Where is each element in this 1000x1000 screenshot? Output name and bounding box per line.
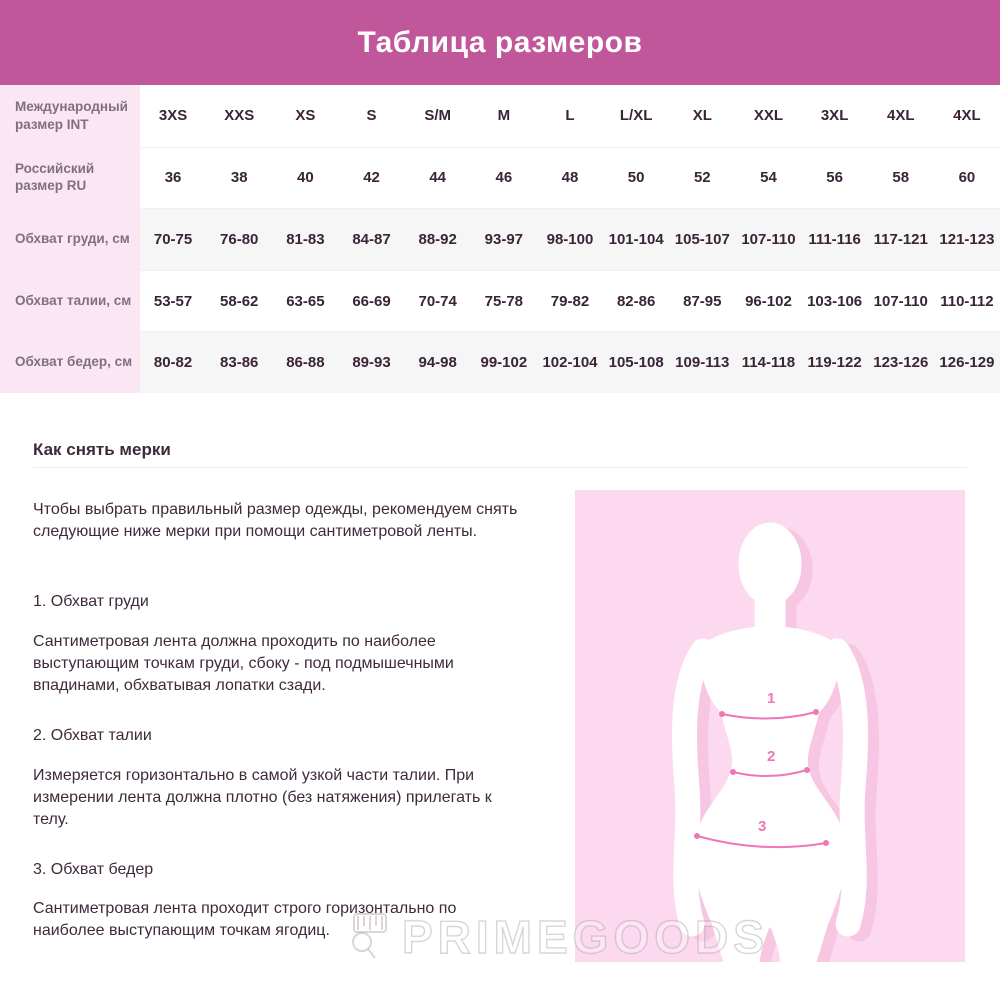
size-cell: 94-98	[405, 331, 471, 393]
size-cell: 93-97	[471, 208, 537, 270]
size-cell: 70-75	[140, 208, 206, 270]
size-cell: 114-118	[735, 331, 801, 393]
size-cell: 63-65	[272, 270, 338, 332]
size-cell: 117-121	[868, 208, 934, 270]
measure-intro: Чтобы выбрать правильный размер одежды, рекомендуем снять следующие ниже мерки при помощи сантиметровой ленты.	[33, 501, 518, 540]
size-cell: 102-104	[537, 331, 603, 393]
size-cell: 98-100	[537, 208, 603, 270]
size-cell: 58	[868, 147, 934, 209]
size-cell: 70-74	[405, 270, 471, 332]
size-cell: 105-107	[669, 208, 735, 270]
size-table	[0, 85, 1000, 393]
size-cell: 88-92	[405, 208, 471, 270]
size-cell: 48	[537, 147, 603, 209]
row-label: Обхват талии, см	[0, 270, 140, 332]
size-cell: 60	[934, 147, 1000, 209]
chest-line-label: 1	[767, 690, 776, 707]
size-cell: XXL	[735, 85, 801, 147]
female-silhouette-graphic	[575, 490, 965, 962]
size-cell: 126-129	[934, 331, 1000, 393]
size-cell: 103-106	[802, 270, 868, 332]
size-cell: 50	[603, 147, 669, 209]
size-cell: 52	[669, 147, 735, 209]
measure-item-title-chest: 1. Обхват груди	[33, 593, 149, 610]
row-label: Обхват груди, см	[0, 208, 140, 270]
body-measurement-illustration	[575, 490, 965, 962]
size-cell: L/XL	[603, 85, 669, 147]
size-cell: 105-108	[603, 331, 669, 393]
table-row	[0, 331, 1000, 393]
size-cell: 87-95	[669, 270, 735, 332]
size-cell: 123-126	[868, 331, 934, 393]
size-cell: 3XS	[140, 85, 206, 147]
size-cell: 107-110	[735, 208, 801, 270]
size-cell: 58-62	[206, 270, 272, 332]
row-label: Обхват бедер, см	[0, 331, 140, 393]
hips-line-label: 3	[758, 818, 767, 835]
size-cell: 82-86	[603, 270, 669, 332]
size-cell: L	[537, 85, 603, 147]
size-cell: 107-110	[868, 270, 934, 332]
size-cell: 66-69	[338, 270, 404, 332]
size-cell: 80-82	[140, 331, 206, 393]
size-cell: 99-102	[471, 331, 537, 393]
waist-line-label: 2	[767, 748, 776, 765]
table-row	[0, 270, 1000, 332]
size-cell: 79-82	[537, 270, 603, 332]
size-cell: 83-86	[206, 331, 272, 393]
measure-item-title-hips: 3. Обхват бедер	[33, 861, 154, 878]
size-cell: 75-78	[471, 270, 537, 332]
size-cell: 38	[206, 147, 272, 209]
size-cell: 54	[735, 147, 801, 209]
page-title: Таблица размеров	[357, 25, 643, 59]
page-header	[0, 0, 1000, 85]
size-cell: 109-113	[669, 331, 735, 393]
size-cell: 44	[405, 147, 471, 209]
table-row	[0, 85, 1000, 147]
measure-item-text-hips: Сантиметровая лента проходит строго горизонтально по наиболее выступающим точкам ягодиц.	[33, 900, 457, 939]
size-cell: 110-112	[934, 270, 1000, 332]
size-cell: 4XL	[868, 85, 934, 147]
section-divider	[33, 467, 967, 468]
watermark-text: PRIMEGOODS	[402, 911, 769, 963]
size-cell: 119-122	[802, 331, 868, 393]
measure-item-text-waist: Измеряется горизонтально в самой узкой части талии. При измерении лента должна плотно (без натяжения) прилегать к телу.	[33, 767, 492, 828]
size-cell: 53-57	[140, 270, 206, 332]
measure-section-heading: Как снять мерки	[33, 440, 171, 459]
size-cell: 40	[272, 147, 338, 209]
silhouette-body	[684, 523, 855, 962]
measure-item-title-waist: 2. Обхват талии	[33, 727, 152, 744]
size-cell: 3XL	[802, 85, 868, 147]
size-cell: 111-116	[802, 208, 868, 270]
row-label: Российский размер RU	[0, 147, 140, 209]
size-cell: XS	[272, 85, 338, 147]
size-cell: 101-104	[603, 208, 669, 270]
size-cell: 56	[802, 147, 868, 209]
size-cell: S	[338, 85, 404, 147]
size-cell: XXS	[206, 85, 272, 147]
size-cell: 46	[471, 147, 537, 209]
size-cell: 81-83	[272, 208, 338, 270]
size-cell: S/M	[405, 85, 471, 147]
size-cell: 36	[140, 147, 206, 209]
size-cell: M	[471, 85, 537, 147]
size-cell: 86-88	[272, 331, 338, 393]
size-cell: 96-102	[735, 270, 801, 332]
size-cell: 4XL	[934, 85, 1000, 147]
size-cell: 76-80	[206, 208, 272, 270]
table-row	[0, 208, 1000, 270]
table-row	[0, 147, 1000, 209]
size-cell: 42	[338, 147, 404, 209]
size-cell: 89-93	[338, 331, 404, 393]
size-cell: 84-87	[338, 208, 404, 270]
size-cell: 121-123	[934, 208, 1000, 270]
measure-item-text-chest: Сантиметровая лента должна проходить по наиболее выступающим точкам груди, сбоку - под подмышечными впадинами, обхватывая лопатки сзади.	[33, 633, 454, 694]
size-cell: XL	[669, 85, 735, 147]
row-label: Международный размер INT	[0, 85, 140, 147]
